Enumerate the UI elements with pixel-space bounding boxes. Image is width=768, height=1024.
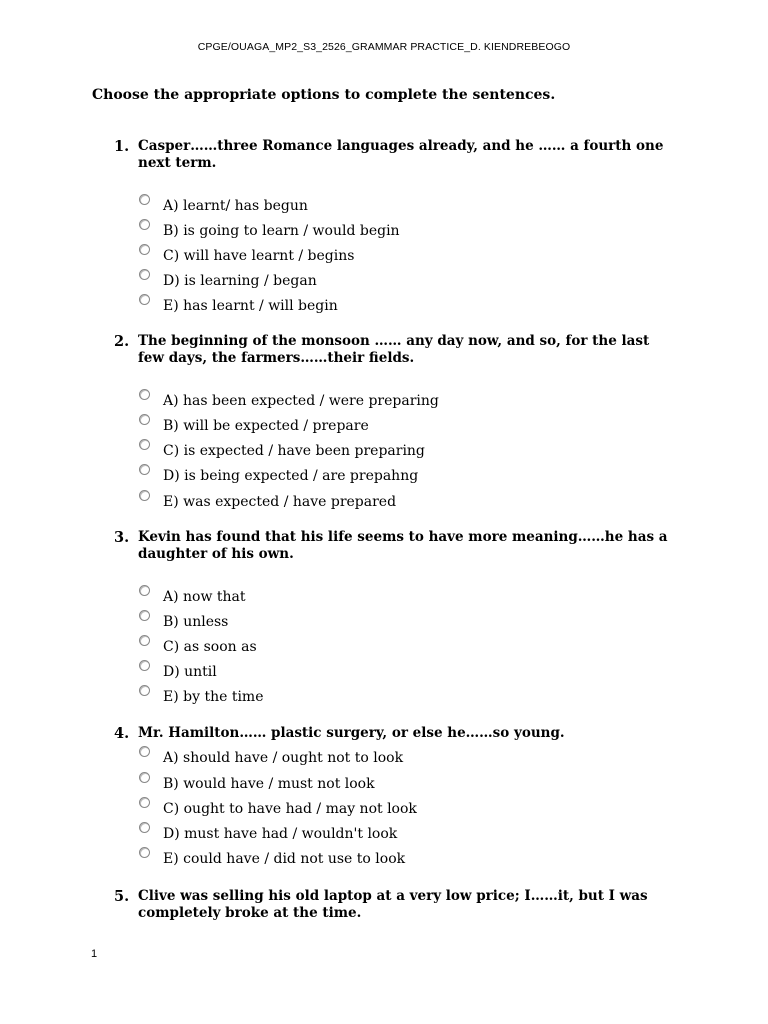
question-text: Kevin has found that his life seems to have more meaning……he has a daughter of his own. — [138, 529, 668, 562]
option-label: C) will have learnt / begins — [163, 248, 355, 264]
option-label: B) unless — [163, 614, 229, 630]
option-label: E) was expected / have prepared — [163, 494, 397, 510]
radio-button[interactable] — [139, 847, 150, 858]
question-number: 3. — [114, 529, 130, 546]
instructions: Choose the appropriate options to complete the sentences. — [92, 87, 556, 103]
radio-button[interactable] — [139, 464, 150, 475]
radio-button[interactable] — [139, 439, 150, 450]
radio-button[interactable] — [139, 269, 150, 280]
question-2 — [114, 333, 674, 510]
radio-button[interactable] — [139, 746, 150, 757]
option-label: A) has been expected / were preparing — [163, 393, 439, 409]
radio-button[interactable] — [139, 194, 150, 205]
option-label: D) is being expected / are prepahng — [163, 468, 419, 484]
option-label: D) is learning / began — [163, 273, 317, 289]
option-label: B) will be expected / prepare — [163, 418, 369, 434]
radio-button[interactable] — [139, 660, 150, 671]
question-5 — [114, 888, 674, 922]
option-label: E) could have / did not use to look — [163, 851, 406, 867]
radio-button[interactable] — [139, 685, 150, 696]
radio-button[interactable] — [139, 389, 150, 400]
radio-button[interactable] — [139, 635, 150, 646]
option-label: A) learnt/ has begun — [163, 198, 308, 214]
radio-button[interactable] — [139, 414, 150, 425]
document-header: CPGE/OUAGA_MP2_S3_2526_GRAMMAR PRACTICE_D. KIENDREBEOGO — [197, 41, 571, 53]
question-text: Clive was selling his old laptop at a very low price; I……it, but I was completely broke at the time. — [138, 888, 648, 921]
option-label: E) has learnt / will begin — [163, 298, 338, 314]
option-label: A) should have / ought not to look — [163, 750, 404, 766]
radio-button[interactable] — [139, 294, 150, 305]
radio-button[interactable] — [139, 585, 150, 596]
question-text: The beginning of the monsoon …… any day now, and so, for the last few days, the farmers……their fields. — [138, 333, 650, 366]
option-label: D) until — [163, 664, 217, 680]
radio-button[interactable] — [139, 490, 150, 501]
radio-button[interactable] — [139, 797, 150, 808]
question-text: Casper……three Romance languages already, and he …… a fourth one next term. — [138, 138, 664, 171]
option-label: A) now that — [163, 589, 246, 605]
radio-button[interactable] — [139, 610, 150, 621]
question-number: 2. — [114, 333, 130, 350]
option-label: E) by the time — [163, 689, 264, 705]
option-label: C) is expected / have been preparing — [163, 443, 425, 459]
question-1 — [114, 138, 674, 314]
option-label: C) ought to have had / may not look — [163, 801, 417, 817]
option-label: B) is going to learn / would begin — [163, 223, 400, 239]
page-number: 1 — [91, 948, 98, 960]
option-label: C) as soon as — [163, 639, 257, 655]
radio-button[interactable] — [139, 822, 150, 833]
question-number: 1. — [114, 138, 130, 155]
question-3 — [114, 529, 674, 705]
question-4 — [114, 725, 674, 867]
radio-button[interactable] — [139, 219, 150, 230]
radio-button[interactable] — [139, 772, 150, 783]
option-label: D) must have had / wouldn't look — [163, 826, 398, 842]
question-number: 5. — [114, 888, 130, 905]
option-label: B) would have / must not look — [163, 776, 375, 792]
question-number: 4. — [114, 725, 130, 742]
radio-button[interactable] — [139, 244, 150, 255]
question-text: Mr. Hamilton…… plastic surgery, or else he……so young. — [138, 725, 565, 741]
